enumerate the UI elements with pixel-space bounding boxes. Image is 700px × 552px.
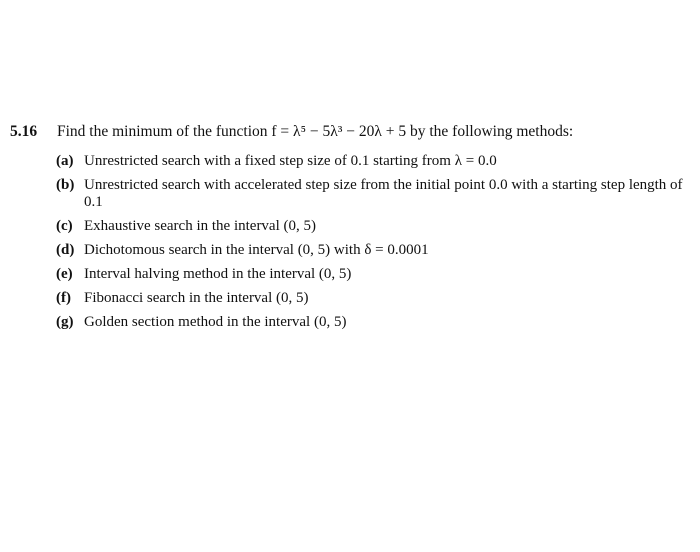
part-label: (b) [56, 177, 75, 193]
part-text: Exhaustive search in the interval (0, 5) [84, 218, 317, 234]
part-c [56, 218, 692, 235]
part-a [56, 153, 692, 170]
problem-statement: Find the minimum of the function f = λ⁵ − 5λ³ − 20λ + 5 by the following methods: [57, 123, 574, 140]
part-text: Golden section method in the interval (0, 5) [84, 314, 347, 330]
problem-header [10, 122, 573, 142]
part-label: (a) [56, 153, 74, 169]
part-text: Dichotomous search in the interval (0, 5) with δ = 0.0001 [84, 242, 429, 258]
problem-parts-list [56, 153, 692, 338]
part-d [56, 242, 692, 259]
part-label: (e) [56, 266, 73, 282]
part-text: Unrestricted search with accelerated step size from the initial point 0.0 with a starting step length of 0.1 [84, 177, 683, 210]
part-e [56, 266, 692, 283]
part-text: Interval halving method in the interval (0, 5) [84, 266, 352, 282]
part-label: (c) [56, 218, 73, 234]
part-f [56, 290, 692, 307]
part-b [56, 177, 692, 211]
part-g [56, 314, 692, 331]
problem-number: 5.16 [10, 123, 38, 140]
part-text: Unrestricted search with a fixed step size of 0.1 starting from λ = 0.0 [84, 153, 497, 169]
part-text: Fibonacci search in the interval (0, 5) [84, 290, 309, 306]
part-label: (d) [56, 242, 75, 258]
part-label: (g) [56, 314, 74, 330]
part-label: (f) [56, 290, 71, 306]
